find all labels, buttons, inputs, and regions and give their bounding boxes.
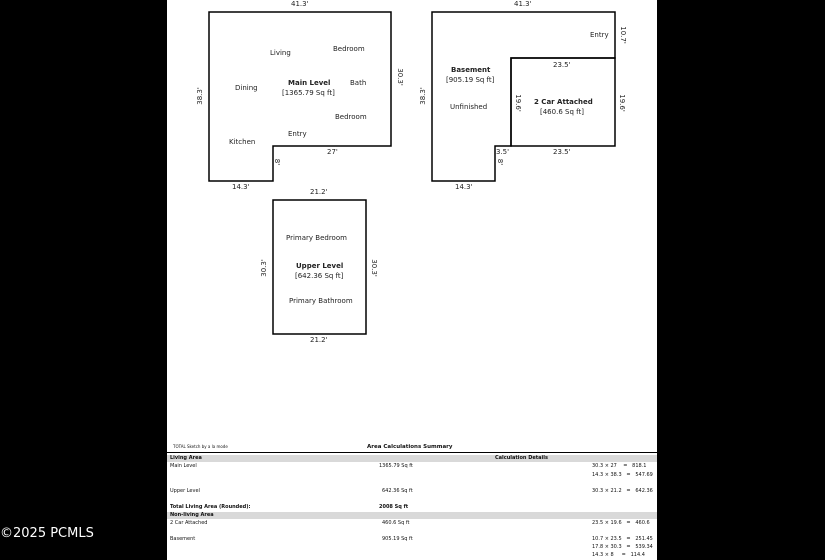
dim-main-notch: 8': [273, 158, 282, 166]
row-label: Main Level: [170, 463, 197, 469]
dim-basement-bottom: 14.3': [455, 183, 473, 191]
row-label: Basement: [170, 536, 196, 542]
dim-garage-right: 19.6': [617, 94, 626, 112]
room-bedroom-1: Bedroom: [333, 45, 365, 53]
main-level-area: [1365.79 Sq ft]: [282, 89, 335, 97]
living-area-header-row: [167, 455, 657, 462]
dim-upper-right: 30.3': [369, 259, 378, 277]
dim-basement-right-top: 10.7': [618, 26, 627, 44]
row-calc: 30.3 × 21.2 = 642.36: [592, 488, 653, 494]
basement-outline: [432, 12, 615, 181]
row-calc: 14.3 × 38.3 = 547.69: [592, 472, 653, 478]
summary-divider: [167, 452, 657, 453]
main-level-title: Main Level: [288, 79, 331, 87]
nonliving-header-row: [167, 512, 657, 519]
sketch-note: TOTAL Sketch by a la mode: [173, 444, 228, 449]
room-primary-bedroom: Primary Bedroom: [286, 234, 347, 242]
room-entry-basement: Entry: [590, 31, 609, 39]
row-calc: 23.5 × 19.6 = 460.6: [592, 520, 650, 526]
area-summary-table: [167, 440, 657, 560]
row-label: Upper Level: [170, 488, 200, 494]
upper-level-title: Upper Level: [296, 262, 344, 270]
watermark: ©2025 PCMLS: [0, 526, 94, 541]
dim-garage-top: 23.5': [553, 61, 571, 69]
row-area: 1365.79 Sq ft: [379, 463, 413, 469]
room-kitchen: Kitchen: [229, 138, 256, 146]
dim-upper-bottom: 21.2': [310, 336, 328, 344]
calc-details-header: Calculation Details: [495, 455, 548, 461]
total-living-label: Total Living Area (Rounded):: [170, 504, 251, 510]
dim-basement-top: 41.3': [514, 0, 532, 8]
basement-area: [905.19 Sq ft]: [446, 76, 495, 84]
dim-upper-top: 21.2': [310, 188, 328, 196]
row-calc: 10.7 × 23.5 = 251.45: [592, 536, 653, 542]
floor-plan-page: [167, 0, 657, 560]
nonliving-header: Non-living Area: [170, 512, 214, 518]
room-primary-bathroom: Primary Bathroom: [289, 297, 353, 305]
dim-main-inner: 27': [327, 148, 338, 156]
row-calc: 17.8 × 30.3 = 539.34: [592, 544, 653, 550]
dim-main-bottom: 14.3': [232, 183, 250, 191]
room-unfinished: Unfinished: [450, 103, 488, 111]
dim-basement-left: 38.3': [418, 87, 427, 105]
row-area: 905.19 Sq ft: [382, 536, 413, 542]
row-calc: 30.3 × 27 = 818.1: [592, 463, 647, 469]
dim-main-top: 41.3': [291, 0, 309, 8]
row-area: 460.6 Sq ft: [382, 520, 410, 526]
dim-basement-notch-w: 3.5': [496, 148, 510, 156]
dim-upper-left: 30.3': [259, 259, 268, 277]
dim-main-left: 38.3': [195, 87, 204, 105]
living-area-header: Living Area: [170, 455, 202, 461]
room-bath: Bath: [350, 79, 367, 87]
upper-level-area: [642.36 Sq ft]: [295, 272, 344, 280]
basement-title: Basement: [451, 66, 491, 74]
room-dining: Dining: [235, 84, 258, 92]
dim-main-right: 30.3': [395, 68, 404, 86]
room-living: Living: [270, 49, 291, 57]
dim-garage-bottom: 23.5': [553, 148, 571, 156]
room-entry-main: Entry: [288, 130, 307, 138]
summary-title: Area Calculations Summary: [367, 444, 453, 450]
garage-area: [460.6 Sq ft]: [540, 108, 584, 116]
row-label: 2 Car Attached: [170, 520, 208, 526]
total-living-value: 2008 Sq ft: [379, 504, 409, 510]
garage-title: 2 Car Attached: [534, 98, 593, 106]
room-bedroom-2: Bedroom: [335, 113, 367, 121]
dim-basement-inner-left: 19.6': [513, 94, 522, 112]
row-calc: 14.3 × 8 = 114.4: [592, 552, 645, 558]
floor-plan-sketch: [167, 0, 657, 440]
dim-basement-notch-h: 8': [496, 158, 505, 166]
row-area: 642.36 Sq ft: [382, 488, 413, 494]
